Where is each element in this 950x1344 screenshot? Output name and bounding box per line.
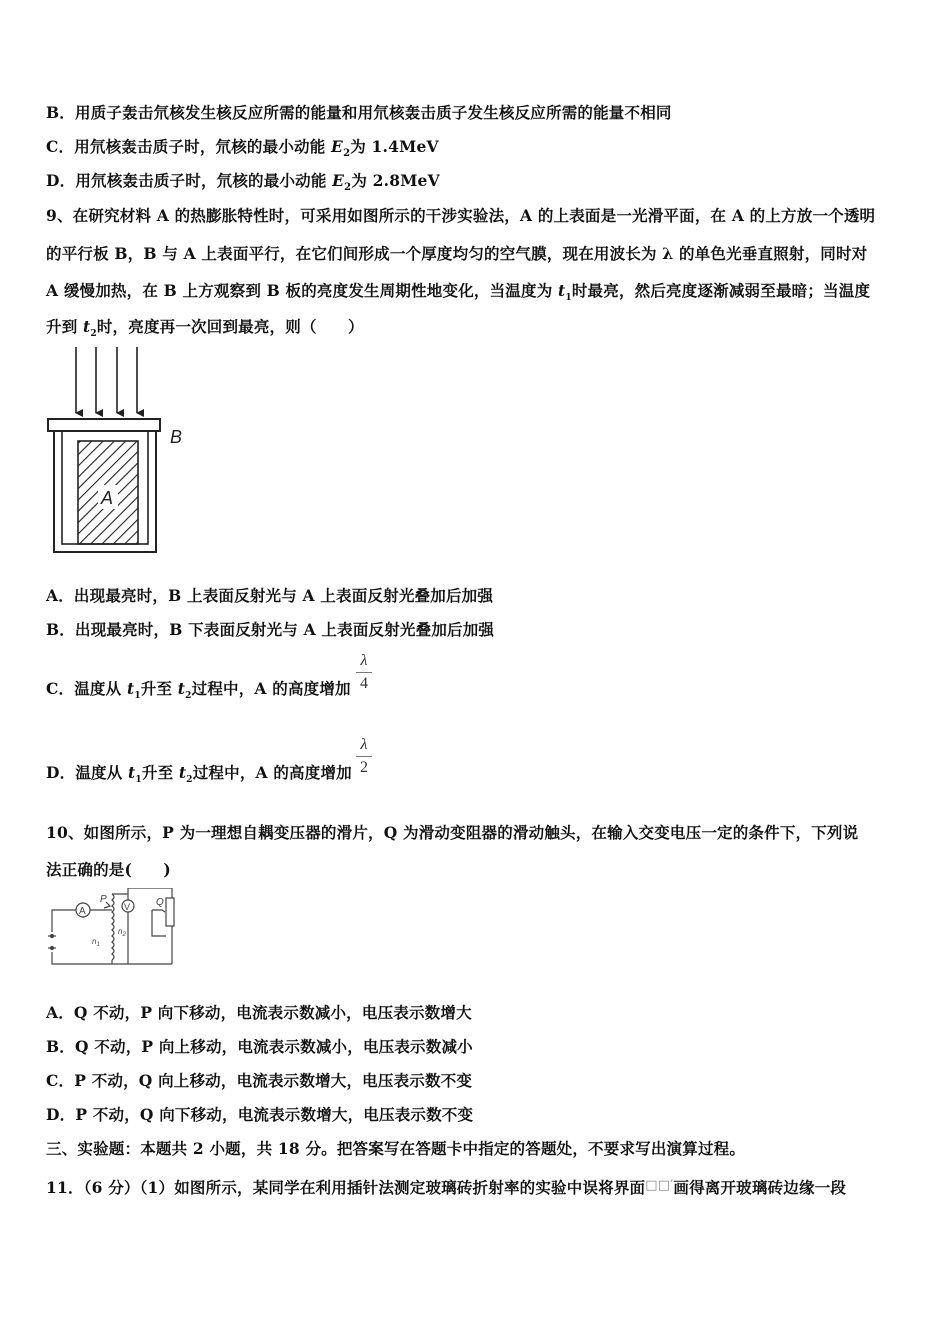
label-a: A (101, 488, 114, 508)
label-b: B (170, 427, 183, 447)
circuit-wire (52, 952, 112, 964)
q8-option-b: B．用质子轰击氘核发生核反应所需的能量和用氘核轰击质子发生核反应所需的能量不相同 (46, 103, 672, 122)
q9-stem-line-1: 9、在研究材料 A 的热膨胀特性时，可采用如图所示的干涉实验法，A 的上表面是一光滑平面，在 A 的上方放一个透明 (46, 206, 876, 225)
q10-option-a: A．Q 不动，P 向下移动，电流表示数减小，电压表示数增大 (46, 1003, 472, 1022)
slider-q-arrow (152, 910, 165, 912)
q10-stem-line-2: 法正确的是( ) (46, 860, 171, 879)
q11-stem: 11．（6 分）（1）如图所示，某同学在利用插针法测定玻璃砖折射率的实验中误将界面□□′画得离开玻璃砖边缘一段 (46, 1178, 847, 1197)
q10-option-b: B．Q 不动，P 向上移动，电流表示数减小，电压表示数减小 (46, 1037, 473, 1056)
light-arrows (76, 347, 137, 413)
q9-stem-line-4: 升到 $t_2$时，亮度再一次回到最亮，则（ ） (46, 317, 364, 340)
q8-option-d: D．用氘核轰击质子时，氘核的最小动能 $E_2$为 2.8MeV (46, 171, 440, 194)
q9-option-b: B．出现最亮时，B 下表面反射光与 A 上表面反射光叠加后加强 (46, 620, 495, 639)
q9-option-d-fraction: λ 2 (356, 736, 372, 777)
label-q: Q (156, 897, 164, 908)
q9-option-c-fraction: λ 4 (356, 652, 372, 693)
q10-option-d: D．P 不动，Q 向下移动，电流表示数增大，电压表示数不变 (46, 1105, 474, 1124)
q10-option-c: C．P 不动，Q 向上移动，电流表示数增大，电压表示数不变 (46, 1071, 473, 1090)
circuit-wire (52, 910, 76, 932)
ammeter-label: A (79, 906, 86, 917)
section-3-heading: 三、实验题：本题共 2 小题，共 18 分。把答案写在答题卡中指定的答题处，不要求写出演算过程。 (46, 1139, 746, 1158)
q9-stem-line-2: 的平行板 B，B 与 A 上表面平行，在它们间形成一个厚度均匀的空气膜，现在用波长为 λ 的单色光垂直照射，同时对 (46, 244, 868, 263)
rheostat (166, 898, 174, 926)
q9-stem-line-3: A 缓慢加热，在 B 上方观察到 B 板的亮度发生周期性地变化，当温度为 $t_1$时最亮，然后亮度逐渐减弱至最暗；当温度 (46, 281, 871, 304)
label-n1: $n_1$ (92, 937, 100, 948)
q9-option-c: C．温度从 $t_1$升至 $t_2$过程中，A 的高度增加 (46, 679, 351, 702)
q10-circuit-figure (44, 888, 194, 970)
plate-b (48, 419, 160, 431)
transformer-coil (112, 894, 114, 960)
q8-option-c: C．用氘核轰击质子时，氘核的最小动能 $E_2$为 1.4MeV (46, 137, 439, 160)
label-n2: $n_2$ (118, 927, 126, 938)
voltmeter-label: V (124, 902, 131, 912)
label-p: P (100, 894, 107, 905)
q10-stem-line-1: 10、如图所示，P 为一理想自耦变压器的滑片，Q 为滑动变阻器的滑动触头，在输入交变电压一定的条件下，下列说 (46, 823, 859, 842)
q9-option-d: D．温度从 $t_1$升至 $t_2$过程中，A 的高度增加 (46, 763, 352, 786)
q9-interference-figure (40, 345, 200, 560)
q9-option-a: A．出现最亮时，B 上表面反射光与 A 上表面反射光叠加后加强 (46, 586, 494, 605)
